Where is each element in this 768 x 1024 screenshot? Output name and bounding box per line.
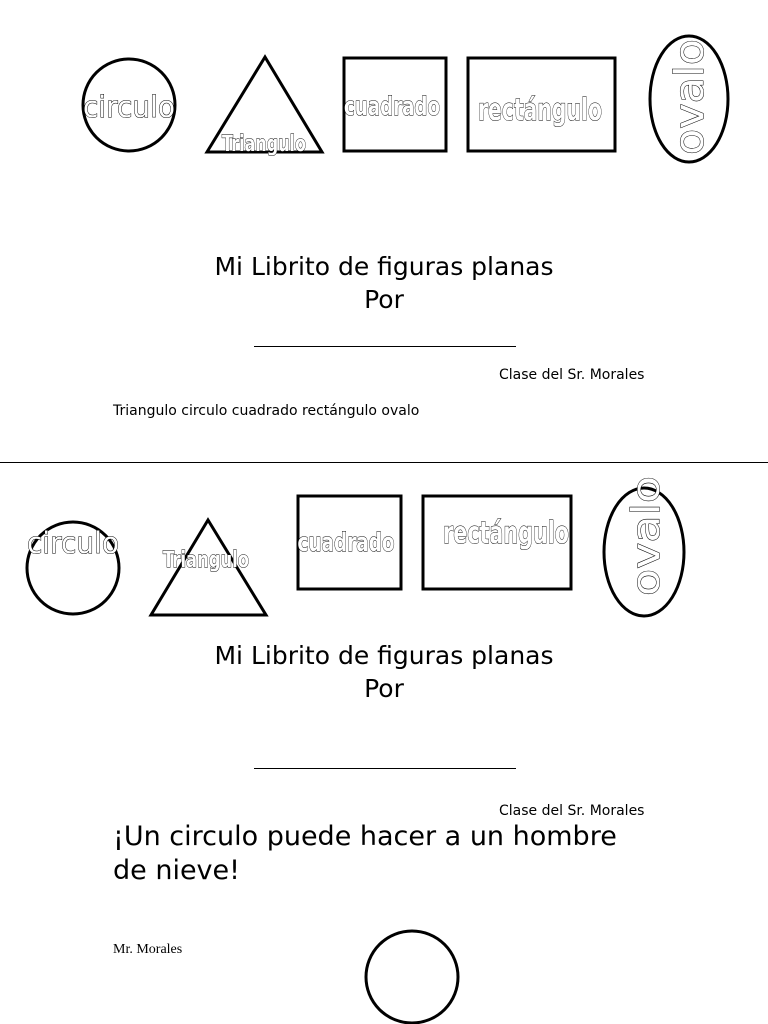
page1-triangle-label: Triangulo: [222, 132, 306, 157]
page2-headline-line2: de nieve!: [113, 855, 240, 886]
page2-oval-label: ovalo: [624, 493, 668, 596]
page1-square-label: cuadrado: [344, 92, 440, 122]
page2-triangle-label: Triangulo: [163, 548, 249, 573]
page1-class-note: Clase del Sr. Morales: [499, 367, 645, 383]
page2-title-por: Por: [364, 674, 404, 703]
page1-word-list: Triangulo circulo cuadrado rectángulo ovalo: [113, 403, 420, 419]
page-divider: [0, 462, 768, 463]
page1-title: Mi Librito de figuras planas: [214, 252, 554, 281]
page1-author-blank-line: [254, 346, 516, 347]
page2-headline-line1: ¡Un circulo puede hacer a un hombre: [113, 821, 617, 852]
page1-oval-label: ovalo: [667, 46, 713, 155]
page2-square-label: cuadrado: [297, 528, 395, 558]
page1-circle-label: circulo: [83, 90, 175, 124]
page2-rectangle-label: rectángulo: [443, 516, 569, 551]
snowman-circle-shape: [366, 931, 458, 1023]
page1-rectangle-label: rectángulo: [478, 93, 602, 128]
page2-circle-label: circulo: [27, 526, 119, 560]
page1-title-por: Por: [364, 285, 404, 314]
page2-class-note: Clase del Sr. Morales: [499, 803, 645, 819]
page2-title: Mi Librito de figuras planas: [214, 641, 554, 670]
page2-author-blank-line: [254, 768, 516, 769]
page2-author-name: Mr. Morales: [113, 942, 183, 957]
